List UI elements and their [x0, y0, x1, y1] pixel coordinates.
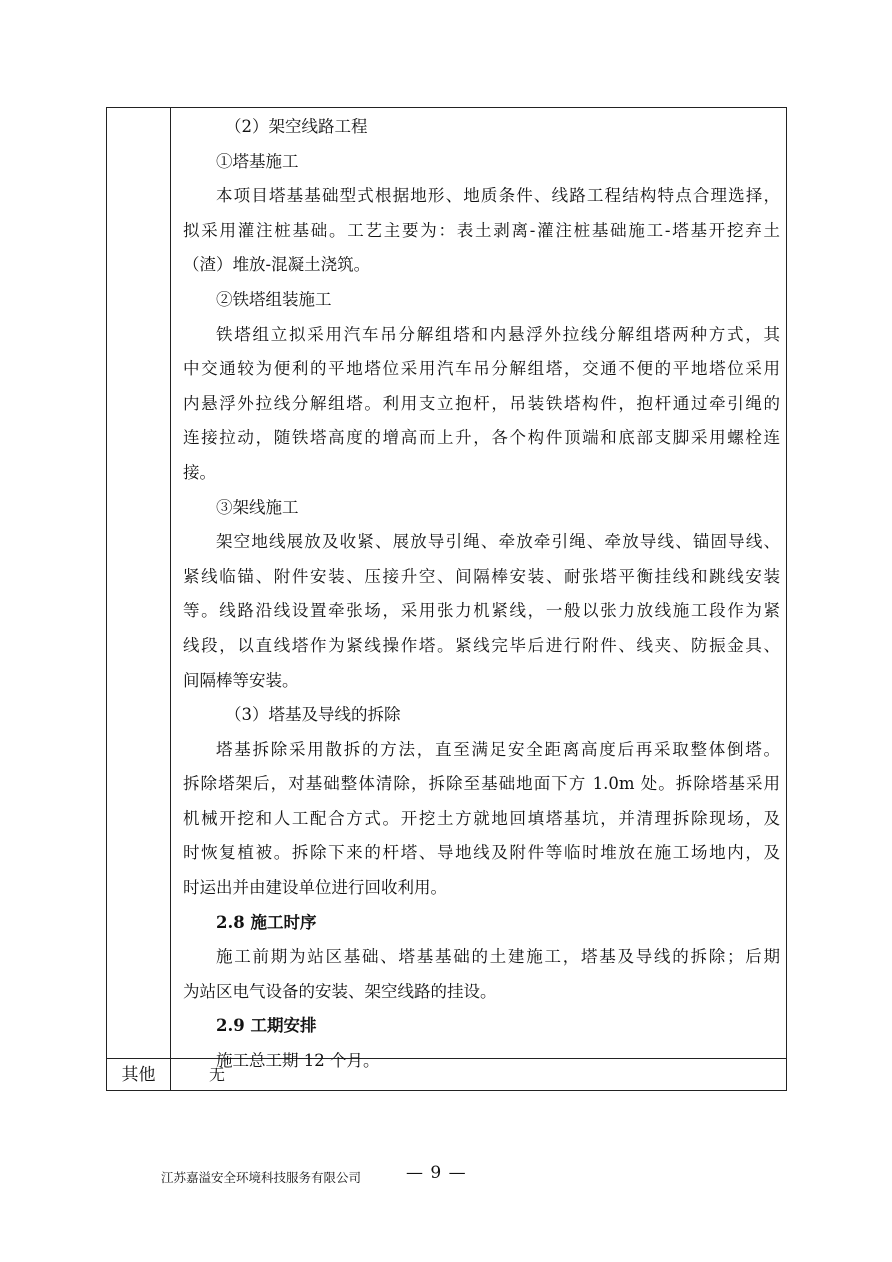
column-divider [170, 108, 171, 1090]
text-line: 拟采用灌注桩基础。工艺主要为：表土剥离-灌注桩基础施工-塔基开挖弃土 [183, 220, 780, 240]
text-line: 拆除塔架后，对基础整体清除，拆除至基础地面下方 1.0m 处。拆除塔基采用 [183, 774, 780, 794]
document-table [106, 107, 787, 1091]
text-line: 间隔棒等安装。 [183, 670, 299, 690]
text-line: 连接拉动，随铁塔高度的增高而上升，各个构件顶端和底部支脚采用螺栓连 [183, 428, 780, 448]
text-line: （2）架空线路工程 [225, 117, 368, 136]
text-line: 2.9 工期安排 [216, 1016, 317, 1036]
text-line: 等。线路沿线设置牵张场，采用张力机紧线，一般以张力放线施工段作为紧 [183, 601, 780, 621]
section-content [183, 110, 780, 1079]
other-label: 其他 [121, 1065, 156, 1085]
text-line: （3）塔基及导线的拆除 [225, 705, 401, 725]
text-line: 紧线临锚、附件安装、压接升空、间隔棒安装、耐张塔平衡挂线和跳线安装 [183, 566, 780, 586]
text-line: 塔基拆除采用散拆的方法，直至满足安全距离高度后再采取整体倒塔。 [216, 739, 780, 759]
text-line: 本项目塔基基础型式根据地形、地质条件、线路工程结构特点合理选择， [216, 186, 780, 206]
text-line: （渣）堆放-混凝土浇筑。 [183, 255, 371, 275]
text-line: 接。 [183, 462, 216, 482]
text-line: 施工总工期 12 个月。 [216, 1051, 380, 1071]
text-line: ①塔基施工 [216, 151, 299, 171]
text-line: 2.8 施工时序 [216, 912, 317, 932]
other-value: 无 [209, 1065, 226, 1084]
footer-company: 江苏嘉溢安全环境科技服务有限公司 [161, 1170, 362, 1185]
text-line: 线段，以直线塔作为紧线操作塔。紧线完毕后进行附件、线夹、防振金具、 [183, 635, 780, 655]
text-line: 时恢复植被。拆除下来的杆塔、导地线及附件等临时堆放在施工场地内，及 [183, 843, 780, 863]
text-line: ③架线施工 [216, 497, 299, 517]
page-number: — 9 — [406, 1163, 467, 1183]
text-line: 时运出并由建设单位进行回收利用。 [183, 878, 447, 898]
text-line: ②铁塔组装施工 [216, 289, 332, 309]
page-footer [0, 1163, 892, 1193]
text-line: 施工前期为站区基础、塔基基础的土建施工，塔基及导线的拆除；后期 [216, 947, 780, 967]
text-line: 为站区电气设备的安装、架空线路的挂设。 [183, 981, 497, 1001]
text-line: 铁塔组立拟采用汽车吊分解组塔和内悬浮外拉线分解组塔两种方式，其 [216, 324, 780, 344]
text-line: 机械开挖和人工配合方式。开挖土方就地回填塔基坑，并清理拆除现场，及 [183, 808, 780, 828]
text-line: 内悬浮外拉线分解组塔。利用支立抱杆，吊装铁塔构件，抱杆通过牵引绳的 [183, 393, 780, 413]
text-line: 中交通较为便利的平地塔位采用汽车吊分解组塔，交通不便的平地塔位采用 [183, 359, 780, 379]
text-line: 架空地线展放及收紧、展放导引绳、牵放牵引绳、牵放导线、锚固导线、 [216, 532, 780, 552]
